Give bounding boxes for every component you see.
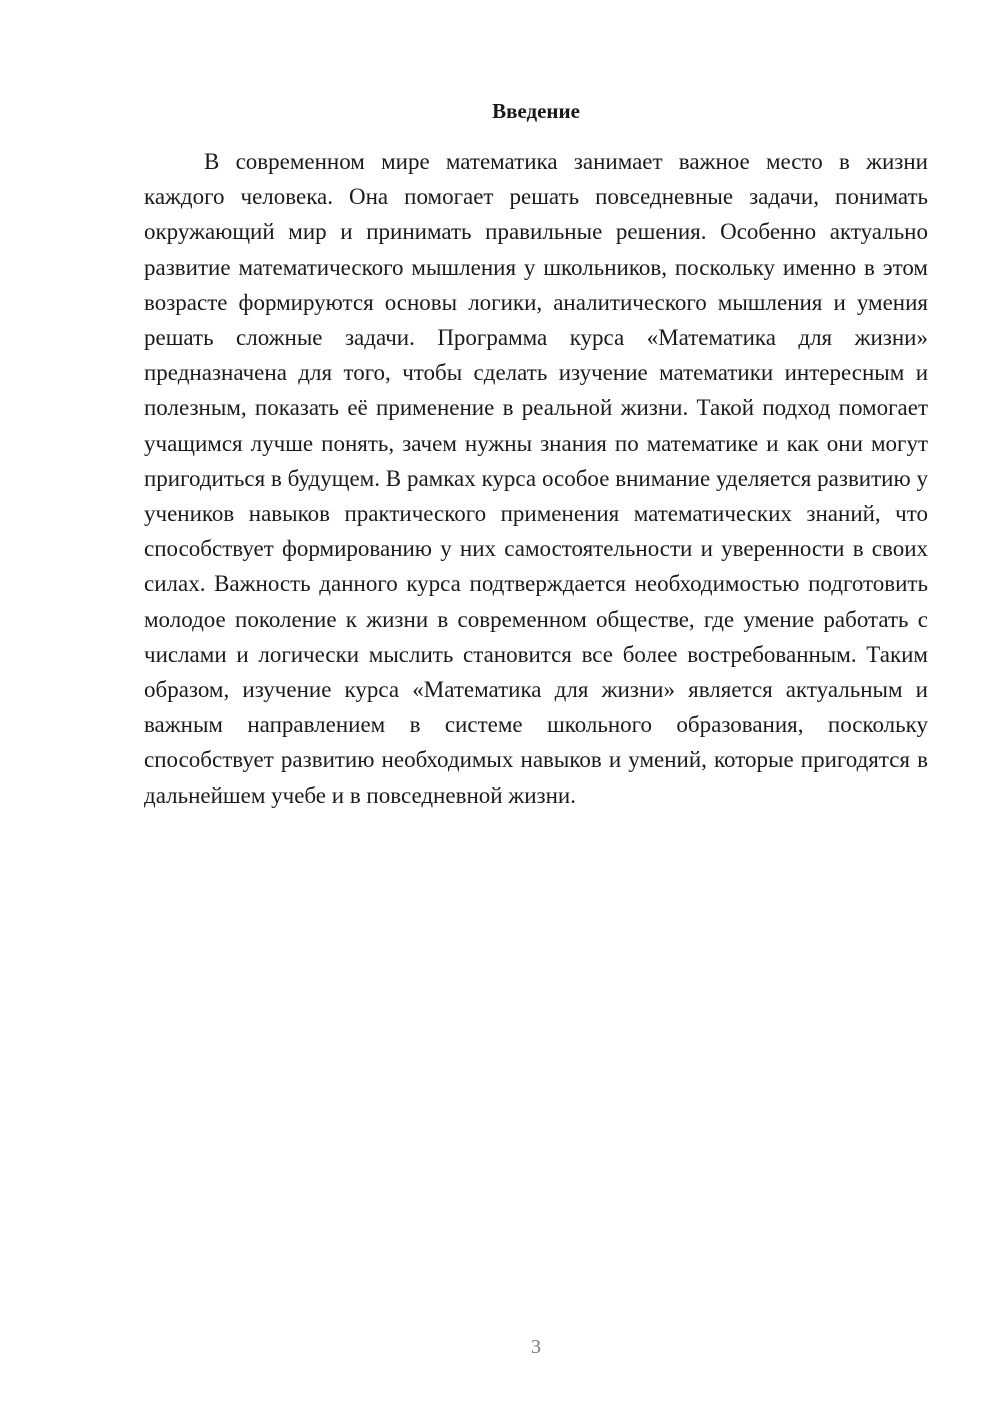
page-number: 3 xyxy=(531,1336,541,1358)
body-paragraph: В современном мире математика занимает важное место в жизни каждого человека. Она помогает решать повседневные задачи, понимать окружающий мир и принимать правильные решения. Особенно актуально развитие математического мышления у школьников, поскольку именно в этом возрасте формируются основы логики, аналитического мышления и умения решать сложные задачи. Программа курса «Математика для жизни» предназначена для того, чтобы сделать изучение математики интересным и полезным, показать её применение в реальной жизни. Такой подход помогает учащимся лучше понять, зачем нужны знания по математике и как они могут пригодиться в будущем. В рамках курса особое внимание уделяется развитию у учеников навыков практического применения математических знаний, что способствует формированию у них самостоятельности и уверенности в своих силах. Важность данного курса подтверждается необходимостью подготовить молодое поколение к жизни в современном обществе, где умение работать с числами и логически мыслить становится все более востребованным. Таким образом, изучение курса «Математика для жизни» является актуальным и важным направлением в системе школьного образования, поскольку способствует развитию необходимых навыков и умений, которые пригодятся в дальнейшем учебе и в повседневной жизни. xyxy=(144,149,928,808)
page-title: Введение xyxy=(492,99,580,123)
